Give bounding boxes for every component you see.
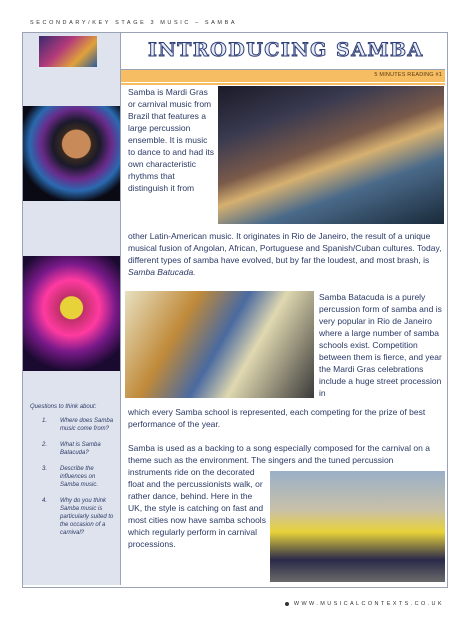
question-number: 2. bbox=[42, 442, 48, 448]
intro-paragraph: Samba is Mardi Gras or carnival music from Brazil that features a large percussion ensemble. It is music to dance to and had its own characteristic rhythms that distinguish it from bbox=[128, 87, 215, 193]
reading-label: 5 MINUTES READING #1 bbox=[374, 72, 442, 78]
question-item bbox=[30, 497, 116, 537]
question-text: Describe the influences on Samba music. bbox=[60, 466, 99, 488]
questions-panel bbox=[30, 403, 116, 545]
samba-dancer-photo bbox=[23, 106, 120, 201]
question-text: Where does Samba music come from? bbox=[60, 418, 114, 432]
question-text: Why do you think Samba music is particularly suited to the occasion of a carnival? bbox=[60, 498, 114, 536]
header-thumbnail-image bbox=[39, 36, 97, 67]
question-text: What is Samba Batacuda? bbox=[60, 442, 101, 456]
divider bbox=[121, 83, 445, 85]
page-title: INTRODUCING SAMBA bbox=[148, 39, 424, 61]
batucada-paragraph-continued: which every Samba school is represented, each competing for the prize of best performance of the year. bbox=[128, 407, 426, 429]
song-paragraph: Samba is used as a backing to a song especially composed for the carnival on a theme such as the environment. The singers and the tuned percussion bbox=[128, 443, 430, 465]
question-number: 4. bbox=[42, 498, 48, 504]
course-label: SECONDARY/KEY STAGE 3 MUSIC – SAMBA bbox=[30, 20, 238, 26]
question-item bbox=[30, 441, 116, 457]
samba-batucada-emphasis: Samba Batucada. bbox=[128, 267, 196, 277]
bullet-icon bbox=[285, 602, 289, 606]
song-paragraph-continued: instruments ride on the decorated float and the percussionists walk, or rather dance, behind. Here in the UK, the style is catching on fast and most cities now have samba schools which regularly perform in carnival processions. bbox=[128, 467, 266, 549]
batucada-drummers-photo bbox=[125, 291, 314, 398]
batucada-paragraph: Samba Batacuda is a purely percussion form of samba and is very popular in Rio de Janeiro where a large number of samba schools exist. Competition between them is fierce, and year the Mardi Gras celebrations include a huge street procession in bbox=[319, 292, 442, 398]
question-item bbox=[30, 465, 116, 489]
uk-samba-band-photo bbox=[270, 471, 445, 582]
question-number: 1. bbox=[42, 418, 48, 424]
question-number: 3. bbox=[42, 466, 48, 472]
questions-heading: Questions to think about: bbox=[30, 404, 97, 410]
footer-url[interactable] bbox=[285, 601, 444, 607]
question-item bbox=[30, 417, 116, 433]
footer-url-text: WWW.MUSICALCONTEXTS.CO.UK bbox=[293, 601, 444, 607]
sambadrome-parade-photo bbox=[218, 86, 444, 224]
carnival-mask-photo bbox=[23, 256, 120, 371]
intro-paragraph-continued: other Latin-American music. It originates in Rio de Janeiro, the result of a unique musical fusion of Angolan, African, Portuguese and Spanish/Cuban cultures. Today, different types of samba have evolved, but by far the loudest, and most brash, is Samba Batucada. bbox=[128, 231, 442, 277]
